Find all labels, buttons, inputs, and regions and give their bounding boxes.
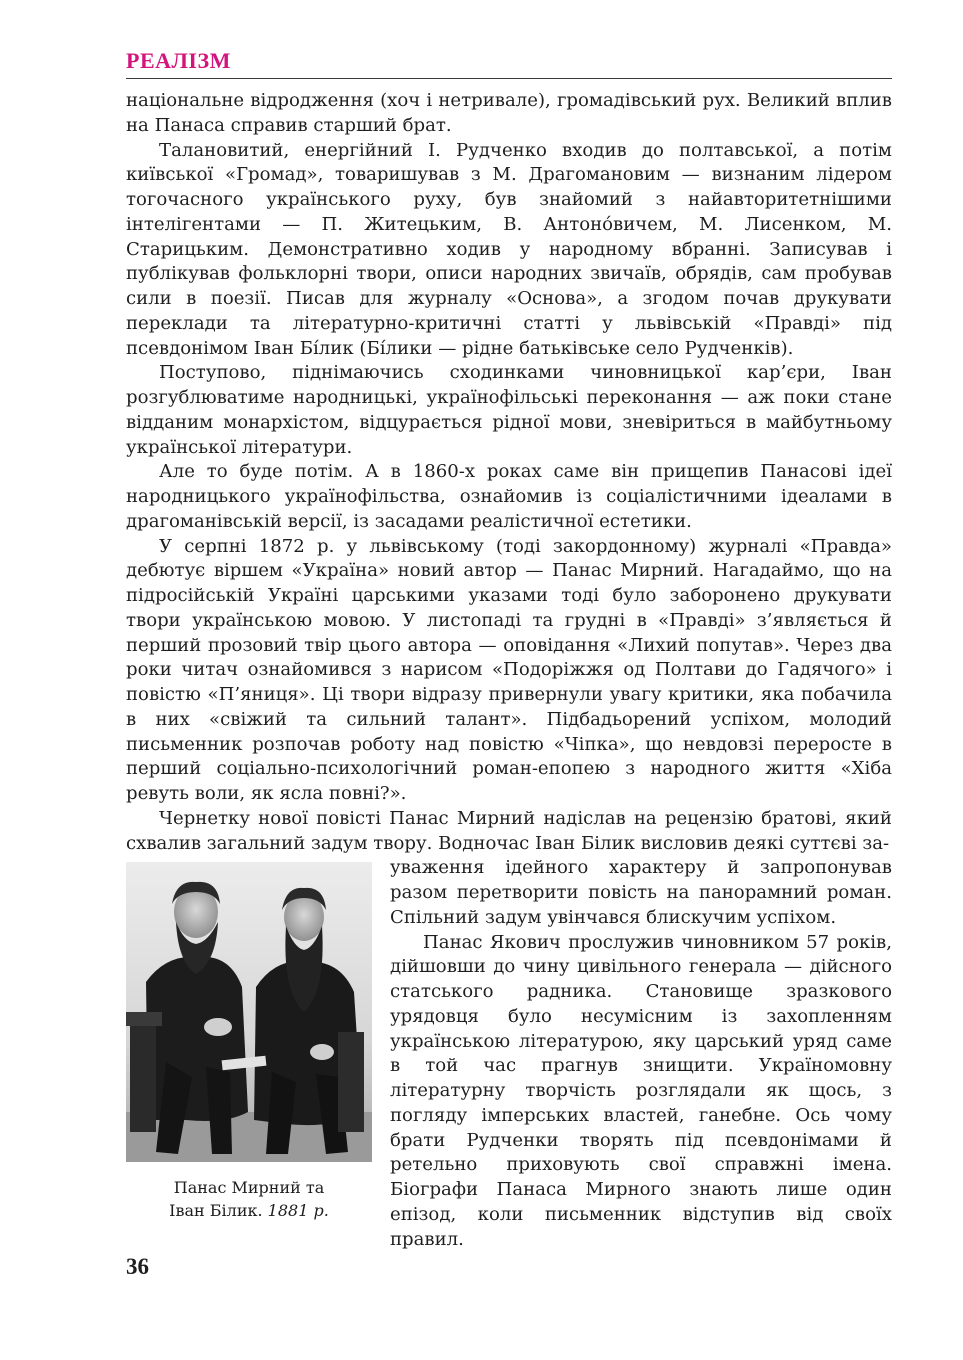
photo-caption	[126, 1176, 372, 1222]
caption-line: Панас Мирний та	[173, 1178, 325, 1198]
caption-date: 1881 р.	[267, 1201, 329, 1221]
caption-names: Іван Білик.	[169, 1201, 263, 1221]
section-title: РЕАЛІЗМ	[126, 48, 231, 73]
page-number: 36	[126, 1254, 149, 1279]
portrait-photo	[126, 862, 372, 1162]
paragraph: національне відродження (хоч і нетривале), громадівський рух. Великий вплив на Панаса справив старший брат.	[126, 90, 892, 136]
caption-line	[126, 1199, 372, 1222]
paragraph: Але то буде потім. А в 1860-х роках саме він прищепив Панасові ідеї народницького українофільства, ознайомив із соціалістичними ідеалами в драгоманівській версії, із засадами реалістичної естетики.	[126, 461, 892, 532]
paragraph: Поступово, піднімаючись сходинками чиновницької кар’єри, Іван розгублюватиме народницькі, українофільські переконання — аж поки стане відданим монархістом, відцурається рідної мови, зневіриться в майбутньому української літератури.	[126, 362, 892, 458]
paragraph: У серпні 1872 р. у львівському (тоді закордонному) журналі «Правда» дебютує віршем «Україна» новий автор — Панас Мирний. Нагадаймо, що на підросійській Україні царськими указами тоді було заборонено друкувати твори українською мовою. У листопаді та грудні в «Правді» з’являється й перший прозовий твір цього автора — оповідання «Лихий попутав». Через два роки читач ознайомився з нарисом «Подоріжжя од Полтави до Гадячого» і повістю «П’яниця». Ці твори відразу привернули увагу критики, яка побачила в них «свіжий та сильний талант». Підбадьорений успіхом, молодий письменник розпочав роботу над повістю «Чіпка», що невдовзі переросте в перший соціально-психологічний роман-епопею з народного життя «Хіба ревуть воли, як ясла повні?».	[126, 535, 892, 804]
paragraph: Чернетку нової повісті Панас Мирний надіслав на рецензію братові, який схвалив загальний задум твору. Водночас Іван Білик висловив деякі суттєві за-	[126, 807, 892, 854]
paragraph: Талановитий, енергійний І. Рудченко входив до полтавської, а потім київської «Громад», товаришував з М. Драгомановим — визнаним лідером тогочасного українського руху, був знайомий з найавторитетнішими інтелігентами — П. Житецьким, В. Антоно́вичем, М. Лисенком, М. Старицьким. Демонстративно ходив у народному вбранні. Записував і публікував фольклорні твори, описи народних звичаїв, обрядів, сам пробував сили в поезії. Писав для журналу «Основа», а згодом почав друкувати переклади та літературно-критичні статті у львівській «Правді» під псевдонімом Іван Бі́лик (Бі́лики — рідне батьківське село Рудченків).	[126, 139, 892, 359]
paragraph: уваження ідейного характеру й запропонував разом перетворити повість на панорамний роман. Спільний задум увінчався блискучим успіхом.	[390, 857, 892, 928]
main-text	[126, 89, 892, 1252]
paragraph: Панас Якович прослужив чиновником 57 років, дійшовши до чину цивільного генерала — дійсного статського радника. Становище зразкового урядовця було несумісним із захопленням українською літературою, яку царський уряд саме в той час прагнув знищити. Україномовну літературну творчість розглядали як щось, з погляду імперських властей, ганебне. Ось чому брати Рудченки творять під псевдонімами й ретельно приховують свої справжні імена. Біографи Панаса Мирного знають лише один епізод, коли письменник відступив від своїх правил.	[390, 931, 892, 1250]
photo-figure	[126, 856, 372, 1222]
page-header	[126, 48, 892, 79]
